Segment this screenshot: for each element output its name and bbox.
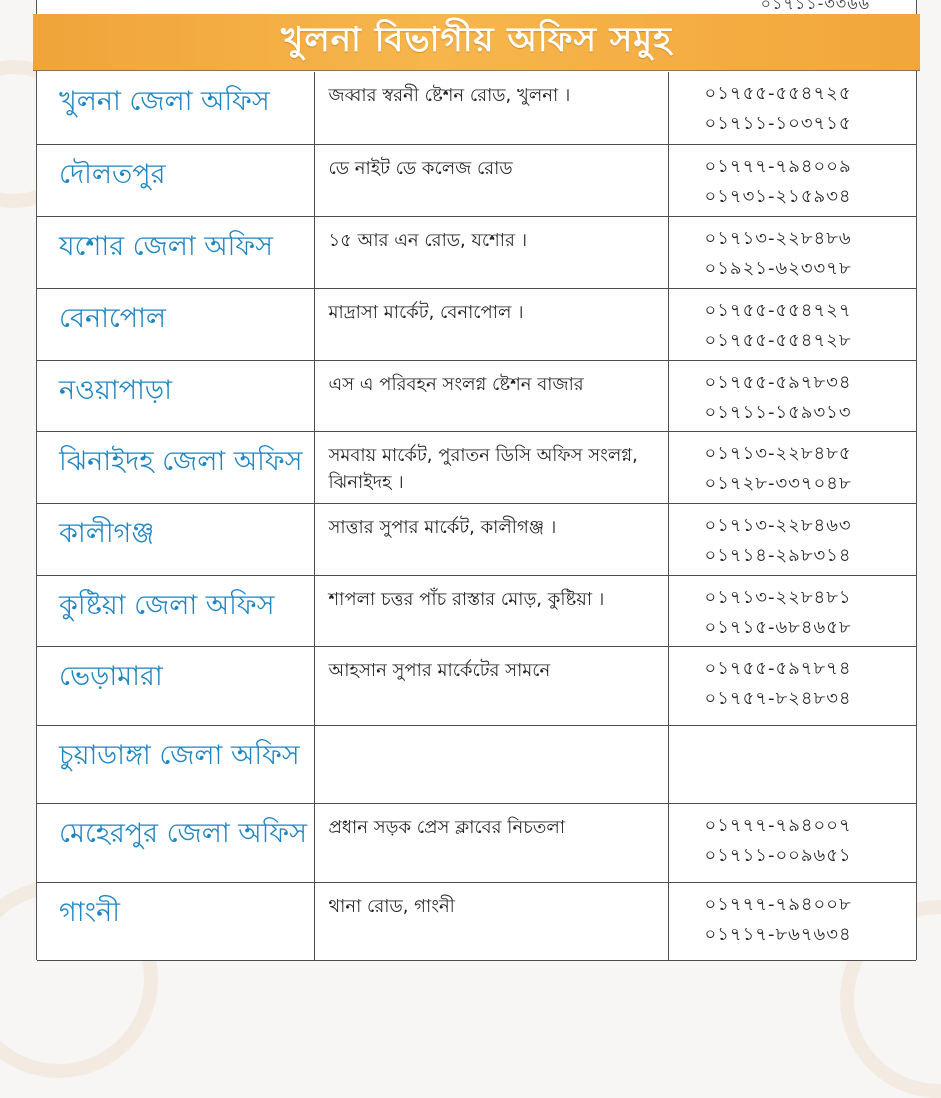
phone-number: ০১৭৫৭-৮২৪৮৩৪ xyxy=(704,687,852,709)
office-address: জব্বার স্বরনী ষ্টেশন রোড, খুলনা । xyxy=(314,72,668,144)
office-address: ডে নাইট ডে কলেজ রোড xyxy=(314,144,668,216)
office-name: চুয়াডাঙ্গা জেলা অফিস xyxy=(37,725,314,803)
office-phones xyxy=(668,646,916,725)
office-address: এস এ পরিবহন সংলগ্ন ষ্টেশন বাজার xyxy=(314,360,668,431)
office-address: থানা রোড, গাংনী xyxy=(314,882,668,960)
office-table xyxy=(37,72,916,961)
table-row xyxy=(37,882,916,960)
table-row xyxy=(37,360,916,431)
table-row xyxy=(37,503,916,575)
table-row xyxy=(37,72,916,144)
office-phones xyxy=(668,575,916,646)
phone-number: ০১৭১৩-২২৮৪৬৩ xyxy=(704,514,852,536)
phone-number: ০১৭২৮-৩৩৭০৪৮ xyxy=(704,472,852,494)
office-name: ভেড়ামারা xyxy=(37,646,314,725)
table-row xyxy=(37,725,916,803)
office-address: মাদ্রাসা মার্কেট, বেনাপোল । xyxy=(314,288,668,360)
office-name: মেহেরপুর জেলা অফিস xyxy=(37,803,314,882)
office-phones xyxy=(668,725,916,803)
office-address: প্রধান সড়ক প্রেস ক্লাবের নিচতলা xyxy=(314,803,668,882)
phone-number: ০১৭১১-১০৩৭১৫ xyxy=(704,113,852,135)
office-phones xyxy=(668,431,916,503)
office-directory xyxy=(36,0,917,960)
page-title: খুলনা বিভাগীয় অফিস সমুহ xyxy=(281,19,672,60)
phone-number: ০১৭৭৭-৭৯৪০০৯ xyxy=(704,155,852,177)
office-name: খুলনা জেলা অফিস xyxy=(37,72,314,144)
phone-number: ০১৭৭৭-৭৯৪০০৮ xyxy=(704,893,852,915)
office-name: নওয়াপাড়া xyxy=(37,360,314,431)
table-row xyxy=(37,646,916,725)
office-name: কালীগঞ্জ xyxy=(37,503,314,575)
phone-number: ০১৭১৪-২৯৮৩১৪ xyxy=(704,544,852,566)
phone-number: ০১৭৫৫-৫৯৭৮৭৪ xyxy=(704,657,852,679)
office-name: কুষ্টিয়া জেলা অফিস xyxy=(37,575,314,646)
office-address: আহসান সুপার মার্কেটের সামনে xyxy=(314,646,668,725)
phone-number: ০১৭১৫-৬৮৪৬৫৮ xyxy=(704,616,852,638)
office-phones xyxy=(668,882,916,960)
phone-number: ০১৭৫৫-৫৫৪৭২৮ xyxy=(704,329,852,351)
phone-number: ০১৭১৩-২২৮৪৮৬ xyxy=(704,227,852,249)
table-row xyxy=(37,216,916,288)
office-name: ঝিনাইদহ জেলা অফিস xyxy=(37,431,314,503)
top-phone-fragment: ০১৭১১-৩৩৬৬ xyxy=(760,0,870,13)
office-address: সমবায় মার্কেট, পুরাতন ডিসি অফিস সংলগ্ন, ঝিনাইদহ । xyxy=(314,431,668,503)
phone-number: ০১৭১১-০০৯৬৫১ xyxy=(704,844,852,866)
office-address xyxy=(314,725,668,803)
phone-number: ০১৭১৭-৮৬৭৬৩৪ xyxy=(704,923,852,945)
phone-number: ০১৭৫৫-৫৫৪৭২৫ xyxy=(704,83,852,104)
table-row xyxy=(37,288,916,360)
phone-number: ০১৯২১-৬২৩৩৭৮ xyxy=(704,257,852,279)
section-header xyxy=(33,14,920,71)
office-phones xyxy=(668,288,916,360)
office-name: যশোর জেলা অফিস xyxy=(37,216,314,288)
office-address: ১৫ আর এন রোড, যশোর । xyxy=(314,216,668,288)
phone-number: ০১৭১৩-২২৮৪৮১ xyxy=(704,586,852,608)
phone-number: ০১৭৫৫-৫৯৭৮৩৪ xyxy=(704,371,852,393)
phone-number: ০১৭৫৫-৫৫৪৭২৭ xyxy=(704,299,852,321)
office-phones xyxy=(668,72,916,144)
office-phones xyxy=(668,360,916,431)
phone-number: ০১৭৩১-২১৫৯৩৪ xyxy=(704,185,852,207)
office-name: দৌলতপুর xyxy=(37,144,314,216)
phone-number: ০১৭১১-১৫৯৩১৩ xyxy=(704,401,852,423)
office-phones xyxy=(668,144,916,216)
phone-number: ০১৭১৩-২২৮৪৮৫ xyxy=(704,442,852,464)
office-name: বেনাপোল xyxy=(37,288,314,360)
table-row xyxy=(37,144,916,216)
table-row xyxy=(37,431,916,503)
phone-number: ০১৭৭৭-৭৯৪০০৭ xyxy=(704,814,852,836)
table-row xyxy=(37,575,916,646)
office-address: শাপলা চত্তর পাঁচ রাস্তার মোড়, কুষ্টিয়া । xyxy=(314,575,668,646)
office-phones xyxy=(668,803,916,882)
table-row xyxy=(37,803,916,882)
office-phones xyxy=(668,216,916,288)
office-phones xyxy=(668,503,916,575)
office-address: সাত্তার সুপার মার্কেট, কালীগঞ্জ । xyxy=(314,503,668,575)
office-name: গাংনী xyxy=(37,882,314,960)
